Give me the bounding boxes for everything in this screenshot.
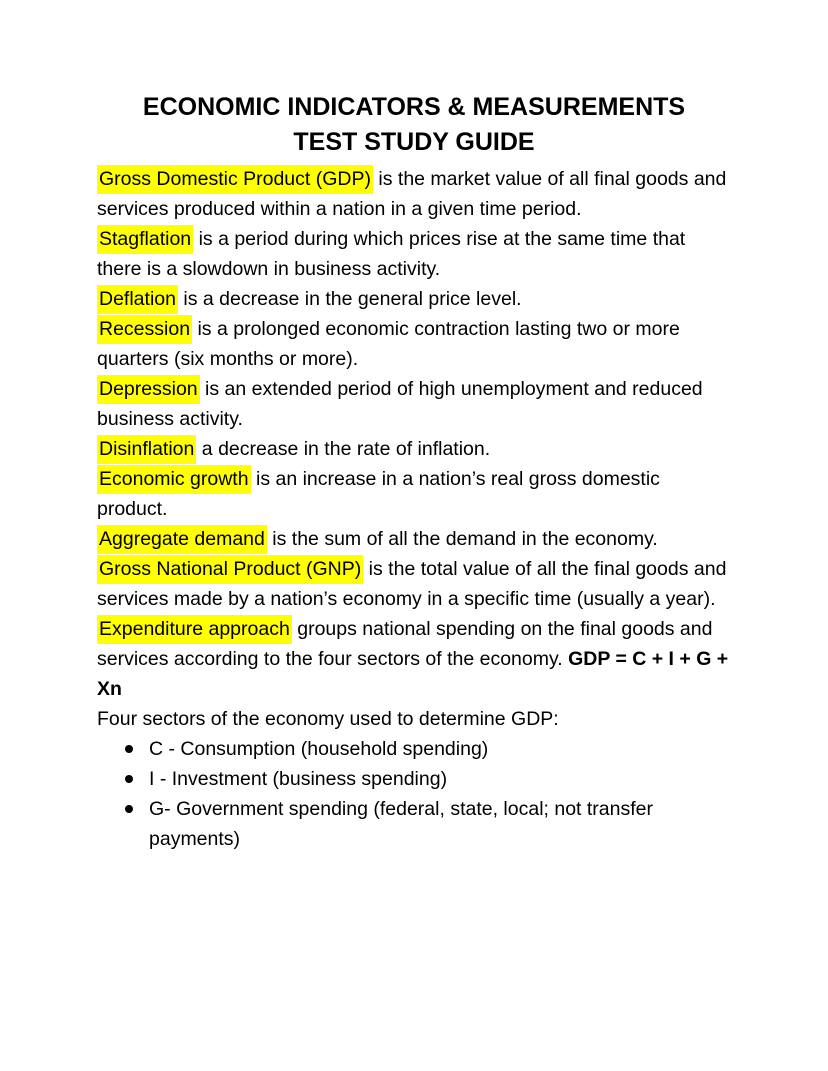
bullet-icon <box>125 745 133 753</box>
definition-paragraph-3: Deflation is a decrease in the general price level. <box>97 284 731 314</box>
definition-paragraph-4: Recession is a prolonged economic contraction lasting two or more quarters (six months or more). <box>97 314 731 374</box>
highlighted-term: Economic growth <box>97 465 251 494</box>
highlighted-term: Expenditure approach <box>97 615 292 644</box>
definition-paragraph-6: Disinflation a decrease in the rate of inflation. <box>97 434 731 464</box>
sector-list-item-1 <box>125 734 731 764</box>
highlighted-term: Stagflation <box>97 225 193 254</box>
document-body <box>97 164 731 854</box>
highlighted-term: Recession <box>97 315 192 344</box>
sector-list-item-text: I - Investment (business spending) <box>149 768 448 790</box>
sector-list-item-3 <box>125 794 731 854</box>
bullet-icon <box>125 805 133 813</box>
document-title <box>97 90 731 160</box>
sectors-intro: Four sectors of the economy used to determine GDP: <box>97 708 559 730</box>
sector-list-item-text: C - Consumption (household spending) <box>149 738 489 760</box>
highlighted-term: Depression <box>97 375 200 404</box>
bullet-icon <box>125 775 133 783</box>
highlighted-term: Deflation <box>97 285 178 314</box>
definition-paragraph-10: Expenditure approach groups national spending on the final goods and services according to the four sectors of the economy. GDP = C + I + G + Xn <box>97 614 731 704</box>
sectors-list <box>97 734 731 854</box>
definition-paragraph-7: Economic growth is an increase in a nation’s real gross domestic product. <box>97 464 731 524</box>
definition-paragraph-9: Gross National Product (GNP) is the total value of all the final goods and services made by a nation’s economy in a specific time (usually a year). <box>97 554 731 614</box>
highlighted-term: Aggregate demand <box>97 525 267 554</box>
definition-paragraph-2: Stagflation is a period during which prices rise at the same time that there is a slowdown in business activity. <box>97 224 731 284</box>
title-line-2: TEST STUDY GUIDE <box>293 128 535 156</box>
highlighted-term: Disinflation <box>97 435 196 464</box>
title-line-1: ECONOMIC INDICATORS & MEASUREMENTS <box>142 93 686 121</box>
highlighted-term: Gross Domestic Product (GDP) <box>97 165 373 194</box>
definition-paragraph-8: Aggregate demand is the sum of all the demand in the economy. <box>97 524 731 554</box>
definition-paragraph-1: Gross Domestic Product (GDP) is the market value of all final goods and services produced within a nation in a given time period. <box>97 164 731 224</box>
sector-list-item-2 <box>125 764 731 794</box>
gdp-formula: GDP = C + I + G + Xn <box>97 648 729 700</box>
sector-list-item-text: G- Government spending (federal, state, local; not transfer payments) <box>149 798 654 850</box>
definition-paragraph-5: Depression is an extended period of high unemployment and reduced business activity. <box>97 374 731 434</box>
definitions-section <box>97 164 731 704</box>
highlighted-term: Gross National Product (GNP) <box>97 555 363 584</box>
